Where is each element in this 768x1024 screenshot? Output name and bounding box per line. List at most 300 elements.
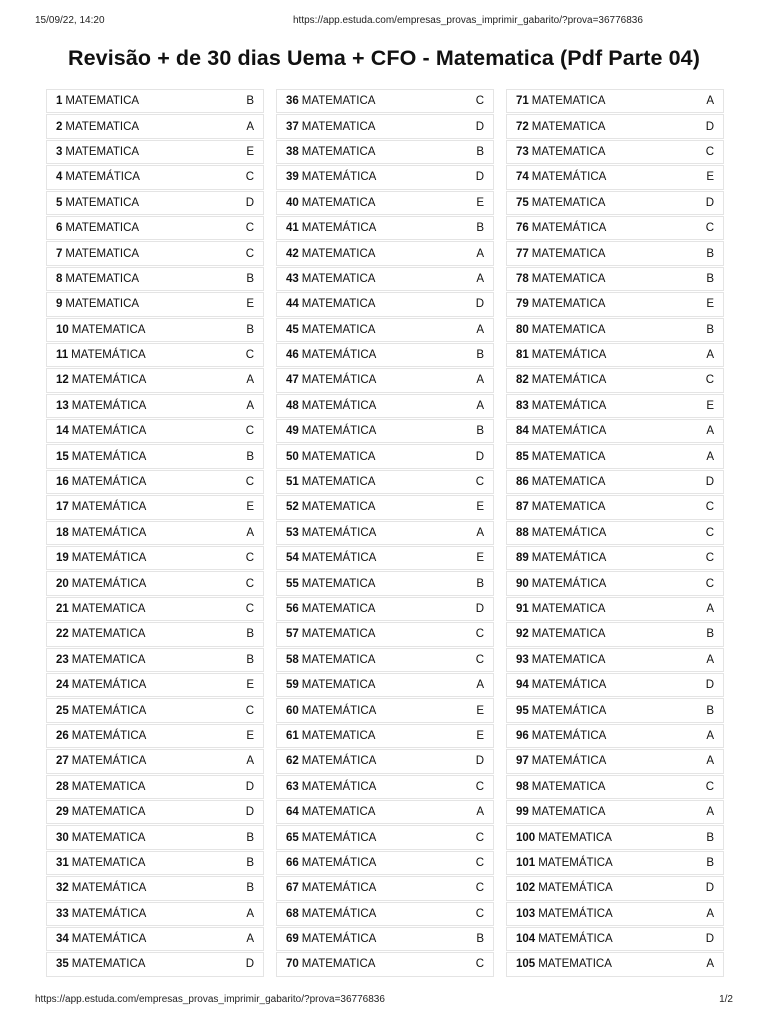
- answer-letter: B: [706, 856, 714, 869]
- answer-letter: C: [475, 882, 484, 895]
- question-number: 71: [516, 95, 529, 108]
- answer-row: [46, 648, 264, 672]
- answer-row: [506, 216, 724, 240]
- answer-row: [506, 749, 724, 773]
- answer-row: [276, 140, 494, 164]
- answer-row: [46, 241, 264, 265]
- question-subject: MATEMÁTICA: [71, 933, 147, 946]
- question-number: 31: [56, 856, 69, 869]
- question-number: 4: [56, 171, 63, 184]
- answer-letter: D: [245, 196, 254, 209]
- question-subject: MATEMÁTICA: [531, 577, 607, 590]
- answer-row: [276, 444, 494, 468]
- question-subject: MATEMÁTICA: [301, 349, 377, 362]
- question-number: 95: [516, 704, 529, 717]
- question-subject: MATEMÁTICA: [301, 755, 377, 768]
- answer-row: [46, 470, 264, 494]
- question-number: 11: [56, 349, 69, 362]
- answer-row: [46, 952, 264, 976]
- question-subject: MATEMATICA: [531, 780, 606, 793]
- answer-letter: E: [706, 171, 714, 184]
- answer-letter: C: [245, 171, 254, 184]
- answer-letter: C: [705, 374, 714, 387]
- answer-letter: D: [475, 603, 484, 615]
- question-subject: MATEMATICA: [71, 323, 146, 336]
- question-number: 18: [56, 526, 69, 539]
- question-subject: MATEMÁTICA: [301, 856, 377, 869]
- answer-row: [506, 622, 724, 646]
- answer-row: [276, 394, 494, 418]
- question-number: 25: [56, 704, 69, 717]
- answer-row: [276, 114, 494, 138]
- question-number: 22: [56, 628, 69, 641]
- question-number: 46: [286, 349, 299, 362]
- question-subject: MATEMÁTICA: [531, 399, 607, 412]
- answer-letter: E: [706, 298, 714, 311]
- answer-column-3: [506, 89, 724, 978]
- answer-row: [276, 191, 494, 215]
- answer-letter: D: [705, 120, 714, 133]
- answer-letter: A: [706, 425, 714, 438]
- question-subject: MATEMATICA: [301, 95, 376, 108]
- answer-letter: D: [705, 476, 714, 489]
- answer-letter: B: [476, 349, 484, 362]
- question-number: 103: [516, 907, 536, 920]
- answer-letter: E: [476, 704, 484, 717]
- question-number: 64: [286, 806, 299, 819]
- question-subject: MATEMÁTICA: [71, 501, 147, 514]
- answer-row: [276, 648, 494, 672]
- answer-letter: C: [475, 476, 484, 489]
- answer-row: [46, 140, 264, 164]
- question-subject: MATEMÁTICA: [531, 679, 607, 692]
- answer-row: [276, 165, 494, 189]
- answer-row: [276, 597, 494, 621]
- answer-row: [506, 419, 724, 443]
- question-number: 76: [516, 222, 529, 235]
- answer-letter: E: [476, 196, 484, 209]
- question-number: 89: [516, 552, 529, 565]
- answer-letter: A: [476, 399, 484, 412]
- question-number: 67: [286, 882, 299, 895]
- answer-row: [506, 165, 724, 189]
- answer-row: [276, 368, 494, 392]
- answer-letter: D: [475, 450, 484, 463]
- print-footer: [35, 994, 733, 1008]
- question-number: 83: [516, 399, 529, 412]
- question-number: 16: [56, 476, 69, 489]
- answer-letter: A: [706, 755, 714, 768]
- answer-row: [46, 521, 264, 545]
- question-subject: MATEMÁTICA: [71, 526, 147, 539]
- question-subject: MATEMÁTICA: [301, 552, 377, 565]
- question-number: 27: [56, 755, 69, 768]
- answer-row: [276, 343, 494, 367]
- answer-letter: C: [245, 349, 254, 362]
- question-subject: MATEMÁTICA: [531, 755, 607, 768]
- question-number: 9: [56, 298, 63, 311]
- question-subject: MATEMÁTICA: [301, 425, 377, 438]
- question-subject: MATEMATICA: [71, 856, 146, 869]
- answer-letter: B: [246, 272, 254, 285]
- answer-letter: C: [245, 577, 254, 590]
- answer-row: [46, 191, 264, 215]
- answer-letter: A: [706, 653, 714, 666]
- answer-letter: D: [475, 120, 484, 133]
- answer-row: [46, 597, 264, 621]
- question-number: 35: [56, 958, 69, 971]
- answer-letter: A: [476, 247, 484, 260]
- answer-row: [276, 89, 494, 113]
- answer-row: [506, 546, 724, 570]
- question-number: 56: [286, 603, 299, 615]
- question-subject: MATEMATICA: [301, 501, 376, 514]
- answer-row: [46, 851, 264, 875]
- question-subject: MATEMATICA: [531, 95, 606, 108]
- question-number: 24: [56, 679, 69, 692]
- question-subject: MATEMATICA: [531, 120, 606, 133]
- answer-letter: E: [246, 145, 254, 158]
- answer-key-grid: [46, 89, 724, 977]
- question-subject: MATEMATICA: [301, 120, 376, 133]
- question-number: 37: [286, 120, 299, 133]
- answer-letter: A: [706, 729, 714, 742]
- answer-letter: C: [705, 526, 714, 539]
- question-subject: MATEMATICA: [71, 603, 146, 615]
- question-subject: MATEMATICA: [301, 958, 376, 971]
- answer-letter: E: [476, 729, 484, 742]
- question-number: 99: [516, 806, 529, 819]
- answer-letter: A: [706, 806, 714, 819]
- question-number: 12: [56, 374, 69, 387]
- question-subject: MATEMATICA: [65, 120, 140, 133]
- question-subject: MATEMATICA: [531, 272, 606, 285]
- answer-letter: A: [706, 349, 714, 362]
- question-number: 87: [516, 501, 529, 514]
- answer-row: [506, 343, 724, 367]
- question-subject: MATEMÁTICA: [301, 399, 377, 412]
- answer-row: [276, 927, 494, 951]
- question-number: 75: [516, 196, 529, 209]
- print-footer-url: https://app.estuda.com/empresas_provas_imprimir_gabarito/?prova=36776836: [35, 994, 385, 1005]
- answer-row: [506, 597, 724, 621]
- answer-row: [276, 800, 494, 824]
- question-number: 78: [516, 272, 529, 285]
- question-number: 51: [286, 476, 299, 489]
- question-subject: MATEMATICA: [301, 628, 376, 641]
- answer-letter: D: [475, 171, 484, 184]
- question-subject: MATEMÁTICA: [538, 856, 613, 869]
- question-number: 80: [516, 323, 529, 336]
- answer-letter: E: [476, 552, 484, 565]
- question-number: 41: [286, 222, 299, 235]
- answer-letter: D: [475, 755, 484, 768]
- answer-row: [506, 648, 724, 672]
- question-number: 10: [56, 323, 69, 336]
- answer-letter: D: [705, 679, 714, 692]
- answer-row: [46, 546, 264, 570]
- question-number: 82: [516, 374, 529, 387]
- answer-letter: C: [245, 476, 254, 489]
- answer-row: [46, 927, 264, 951]
- answer-letter: C: [475, 628, 484, 641]
- answer-row: [46, 876, 264, 900]
- question-number: 14: [56, 425, 69, 438]
- question-subject: MATEMÁTICA: [301, 222, 377, 235]
- answer-letter: B: [246, 856, 254, 869]
- answer-letter: B: [246, 831, 254, 844]
- answer-letter: B: [476, 145, 484, 158]
- question-number: 72: [516, 120, 529, 133]
- question-subject: MATEMATICA: [531, 196, 606, 209]
- question-subject: MATEMÁTICA: [71, 755, 147, 768]
- question-number: 8: [56, 272, 63, 285]
- answer-letter: A: [246, 526, 254, 539]
- question-number: 90: [516, 577, 529, 590]
- answer-row: [506, 318, 724, 342]
- question-number: 28: [56, 780, 69, 793]
- question-subject: MATEMÁTICA: [301, 831, 377, 844]
- answer-row: [46, 495, 264, 519]
- answer-row: [506, 851, 724, 875]
- answer-row: [506, 724, 724, 748]
- question-number: 74: [516, 171, 529, 184]
- question-subject: MATEMATICA: [301, 323, 376, 336]
- answer-row: [276, 902, 494, 926]
- question-number: 5: [56, 196, 63, 209]
- answer-row: [46, 368, 264, 392]
- question-number: 50: [286, 450, 299, 463]
- answer-letter: B: [246, 628, 254, 641]
- answer-row: [46, 89, 264, 113]
- question-subject: MATEMATICA: [65, 272, 140, 285]
- answer-row: [46, 165, 264, 189]
- question-subject: MATEMATICA: [301, 272, 376, 285]
- question-subject: MATEMÁTICA: [531, 704, 607, 717]
- answer-letter: D: [245, 780, 254, 793]
- answer-letter: B: [246, 95, 254, 108]
- question-number: 17: [56, 501, 69, 514]
- answer-letter: C: [475, 958, 484, 971]
- question-number: 57: [286, 628, 299, 641]
- answer-letter: C: [475, 95, 484, 108]
- answer-letter: A: [706, 958, 714, 971]
- answer-row: [506, 673, 724, 697]
- question-subject: MATEMÁTICA: [538, 933, 613, 946]
- answer-letter: E: [246, 679, 254, 692]
- question-subject: MATEMÁTICA: [301, 933, 377, 946]
- question-number: 15: [56, 450, 69, 463]
- answer-row: [276, 952, 494, 976]
- answer-row: [46, 216, 264, 240]
- question-subject: MATEMATICA: [301, 806, 376, 819]
- question-number: 34: [56, 933, 69, 946]
- question-number: 2: [56, 120, 63, 133]
- question-subject: MATEMÁTICA: [301, 882, 377, 895]
- question-subject: MATEMATICA: [301, 653, 376, 666]
- question-subject: MATEMÁTICA: [531, 729, 607, 742]
- answer-row: [276, 521, 494, 545]
- question-subject: MATEMATICA: [531, 603, 606, 615]
- question-number: 102: [516, 882, 536, 895]
- question-subject: MATEMATICA: [301, 247, 376, 260]
- answer-letter: B: [706, 272, 714, 285]
- answer-row: [276, 546, 494, 570]
- answer-row: [506, 902, 724, 926]
- question-subject: MATEMÁTICA: [301, 171, 377, 184]
- answer-row: [46, 571, 264, 595]
- question-subject: MATEMATICA: [531, 450, 606, 463]
- question-subject: MATEMÁTICA: [71, 577, 147, 590]
- question-subject: MATEMATICA: [71, 628, 146, 641]
- question-subject: MATEMATICA: [301, 577, 376, 590]
- question-subject: MATEMÁTICA: [531, 425, 607, 438]
- question-number: 97: [516, 755, 529, 768]
- question-number: 98: [516, 780, 529, 793]
- answer-row: [276, 318, 494, 342]
- question-number: 81: [516, 349, 529, 362]
- question-number: 79: [516, 298, 529, 311]
- answer-row: [506, 521, 724, 545]
- answer-column-2: [276, 89, 494, 978]
- answer-row: [276, 775, 494, 799]
- answer-letter: C: [705, 145, 714, 158]
- question-number: 93: [516, 653, 529, 666]
- answer-row: [46, 673, 264, 697]
- question-number: 54: [286, 552, 299, 565]
- question-subject: MATEMÁTICA: [71, 679, 147, 692]
- answer-letter: A: [246, 933, 254, 946]
- question-subject: MATEMÁTICA: [71, 450, 147, 463]
- answer-letter: C: [705, 501, 714, 514]
- question-number: 45: [286, 323, 299, 336]
- question-subject: MATEMATICA: [301, 450, 376, 463]
- answer-letter: A: [706, 907, 714, 920]
- answer-letter: E: [706, 399, 714, 412]
- answer-letter: C: [705, 780, 714, 793]
- answer-row: [276, 851, 494, 875]
- answer-row: [506, 394, 724, 418]
- answer-row: [276, 470, 494, 494]
- question-number: 33: [56, 907, 69, 920]
- question-number: 69: [286, 933, 299, 946]
- answer-letter: A: [246, 755, 254, 768]
- question-subject: MATEMATICA: [65, 247, 140, 260]
- question-subject: MATEMATICA: [65, 95, 140, 108]
- answer-letter: A: [476, 272, 484, 285]
- question-subject: MATEMÁTICA: [301, 374, 377, 387]
- answer-letter: C: [245, 552, 254, 565]
- answer-letter: A: [246, 907, 254, 920]
- question-subject: MATEMATICA: [538, 831, 612, 844]
- answer-letter: C: [245, 247, 254, 260]
- answer-row: [506, 444, 724, 468]
- answer-row: [276, 571, 494, 595]
- answer-row: [276, 419, 494, 443]
- question-number: 1: [56, 95, 63, 108]
- answer-row: [506, 292, 724, 316]
- question-subject: MATEMÁTICA: [531, 349, 607, 362]
- answer-row: [276, 825, 494, 849]
- answer-letter: B: [476, 425, 484, 438]
- question-number: 38: [286, 145, 299, 158]
- print-header-url: https://app.estuda.com/empresas_provas_imprimir_gabarito/?prova=36776836: [293, 15, 643, 26]
- answer-row: [46, 318, 264, 342]
- answer-row: [276, 216, 494, 240]
- question-subject: MATEMÁTICA: [71, 729, 147, 742]
- answer-letter: C: [245, 222, 254, 235]
- answer-row: [276, 724, 494, 748]
- answer-letter: E: [476, 501, 484, 514]
- question-number: 88: [516, 526, 529, 539]
- page-title: Revisão + de 30 dias Uema + CFO - Matematica (Pdf Parte 04): [67, 46, 701, 70]
- answer-row: [506, 241, 724, 265]
- question-number: 13: [56, 399, 69, 412]
- answer-row: [506, 952, 724, 976]
- question-number: 94: [516, 679, 529, 692]
- answer-row: [276, 622, 494, 646]
- question-subject: MATEMATICA: [301, 476, 376, 489]
- question-number: 62: [286, 755, 299, 768]
- question-number: 55: [286, 577, 299, 590]
- answer-row: [506, 775, 724, 799]
- question-subject: MATEMÁTICA: [531, 171, 607, 184]
- question-number: 7: [56, 247, 63, 260]
- question-subject: MATEMÁTICA: [71, 425, 147, 438]
- answer-letter: C: [475, 907, 484, 920]
- question-number: 58: [286, 653, 299, 666]
- answer-letter: A: [706, 95, 714, 108]
- answer-row: [506, 927, 724, 951]
- question-number: 66: [286, 856, 299, 869]
- answer-letter: E: [246, 298, 254, 311]
- question-number: 49: [286, 425, 299, 438]
- answer-row: [506, 140, 724, 164]
- answer-row: [506, 698, 724, 722]
- question-subject: MATEMATICA: [531, 476, 606, 489]
- question-subject: MATEMÁTICA: [301, 704, 377, 717]
- answer-row: [506, 470, 724, 494]
- question-subject: MATEMATICA: [65, 298, 140, 311]
- answer-row: [46, 800, 264, 824]
- question-subject: MATEMÁTICA: [538, 882, 613, 895]
- question-number: 52: [286, 501, 299, 514]
- answer-row: [46, 724, 264, 748]
- question-number: 84: [516, 425, 529, 438]
- question-number: 63: [286, 780, 299, 793]
- question-subject: MATEMÁTICA: [531, 374, 607, 387]
- answer-letter: A: [476, 806, 484, 819]
- question-subject: MATEMÁTICA: [301, 780, 377, 793]
- question-subject: MATEMATICA: [301, 298, 376, 311]
- question-number: 36: [286, 95, 299, 108]
- answer-row: [46, 444, 264, 468]
- question-subject: MATEMÁTICA: [71, 349, 146, 362]
- question-number: 73: [516, 145, 529, 158]
- question-subject: MATEMATICA: [71, 780, 146, 793]
- question-number: 101: [516, 856, 536, 869]
- question-subject: MATEMATICA: [71, 831, 146, 844]
- question-number: 21: [56, 603, 69, 615]
- answer-row: [506, 114, 724, 138]
- question-subject: MATEMÁTICA: [71, 882, 147, 895]
- question-subject: MATEMÁTICA: [71, 476, 147, 489]
- question-number: 47: [286, 374, 299, 387]
- answer-letter: A: [246, 374, 254, 387]
- answer-row: [46, 292, 264, 316]
- answer-letter: B: [706, 831, 714, 844]
- question-subject: MATEMATICA: [71, 653, 146, 666]
